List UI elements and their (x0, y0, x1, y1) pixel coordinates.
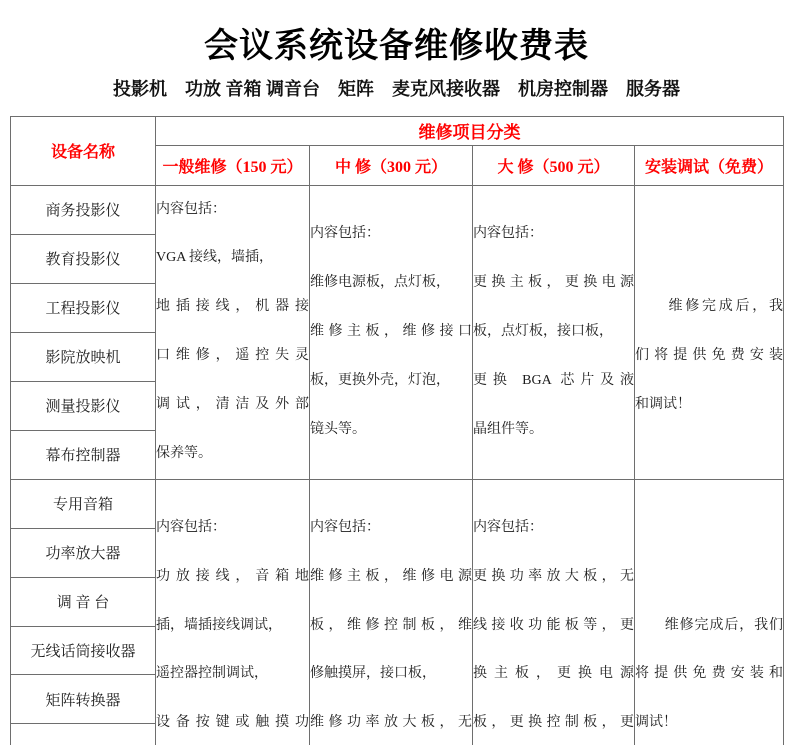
content-line: 板，点灯板，接口板， (473, 323, 613, 339)
content-line: 板，维修控制板，维 (310, 617, 472, 633)
content-line: 们将提供免费安装 (635, 348, 783, 364)
content-line (635, 234, 783, 283)
content-line: 内容包括： (473, 519, 543, 535)
content-line: 线接收功能板等，更 (473, 617, 634, 633)
content-line: 更换主板，更换电源 (473, 274, 634, 290)
header-tier-medium: 中 修（300 元） (310, 145, 473, 185)
content-line: 更换 BGA 芯片及液 (473, 372, 634, 388)
device-name-cell: 无线话筒接收器 (11, 626, 156, 675)
header-tier-install: 安装调试（免费） (635, 145, 784, 185)
content-line: 维修电源板，点灯板， (310, 274, 450, 290)
device-name-cell: 工程投影仪 (11, 283, 156, 332)
content-line: 内容包括： (310, 225, 380, 241)
device-name-cell: 教育投影仪 (11, 234, 156, 283)
content-line: 维修主板，维修接口 (310, 323, 472, 339)
content-line: 遥控器控制调试， (156, 666, 268, 682)
device-list-subtitle: 投影机 功放 音箱 调音台 矩阵 麦克风接收器 机房控制器 服务器 (113, 78, 680, 99)
medium-repair-cell-s2 (310, 479, 473, 745)
device-name-cell: 调 音 台 (11, 577, 156, 626)
content-line: 保养等。 (156, 445, 212, 461)
content-line: 地插接线，机器接 (156, 299, 309, 315)
content-line: 插，墙插接线调试， (156, 617, 282, 633)
content-line: 板，更换外壳，灯泡， (310, 372, 450, 388)
device-name-cell: 功率放大器 (11, 528, 156, 577)
content-line: 和调试！ (635, 397, 691, 413)
content-line (635, 504, 783, 553)
content-line: 内容包括： (156, 201, 226, 217)
content-line: 换主板，更换电源 (473, 666, 634, 682)
device-name-cell: 专用音箱 (11, 479, 156, 528)
content-line: 将提供免费安装和 (635, 666, 783, 682)
medium-repair-cell-s1 (310, 185, 473, 479)
major-repair-cell-s2 (473, 479, 635, 745)
content-line: 镜头等。 (310, 421, 366, 437)
general-repair-cell-s1 (156, 185, 310, 479)
page-title: 会议系统设备维修收费表 (204, 28, 589, 65)
repair-fee-table (10, 116, 784, 745)
content-line: 维修主板，维修电源 (310, 568, 472, 584)
install-cell-s1 (635, 185, 784, 479)
content-line: 内容包括： (310, 519, 380, 535)
content-line: 维修完成后，我 (635, 299, 783, 315)
device-name-cell: 影院放映机 (11, 332, 156, 381)
device-name-cell: 商务投影仪 (11, 185, 156, 234)
device-name-cell (11, 724, 156, 745)
header-row-category (11, 116, 784, 145)
table-row (11, 479, 784, 528)
header-tier-general: 一般维修（150 元） (156, 145, 310, 185)
content-line: 修触摸屏，接口板， (310, 666, 436, 682)
header-tier-major: 大 修（500 元） (473, 145, 635, 185)
content-line: 内容包括： (156, 519, 226, 535)
content-line: VGA 接线，墙插， (156, 250, 274, 266)
device-name-cell: 矩阵转换器 (11, 675, 156, 724)
content-line: 调试！ (635, 715, 677, 731)
content-line (635, 553, 783, 602)
content-line: 维修功率放大板，无 (310, 715, 472, 731)
content-line: 更换功率放大板，无 (473, 568, 634, 584)
major-repair-cell-s1 (473, 185, 635, 479)
content-line: 功放接线，音箱地 (156, 568, 309, 584)
header-device-name: 设备名称 (11, 116, 156, 185)
content-line: 维修完成后，我们 (635, 617, 783, 633)
general-repair-cell-s2 (156, 479, 310, 745)
content-line: 设备按键或触摸功 (156, 715, 309, 731)
content-line: 内容包括： (473, 225, 543, 241)
table-row (11, 185, 784, 234)
device-name-cell: 幕布控制器 (11, 430, 156, 479)
install-cell-s2 (635, 479, 784, 745)
content-line: 板，更换控制板，更 (473, 715, 634, 731)
header-category-title: 维修项目分类 (156, 116, 784, 145)
content-line: 调试，清洁及外部 (156, 397, 309, 413)
device-name-cell: 测量投影仪 (11, 381, 156, 430)
content-line: 口维修，遥控失灵 (156, 348, 309, 364)
content-line: 晶组件等。 (473, 421, 543, 437)
